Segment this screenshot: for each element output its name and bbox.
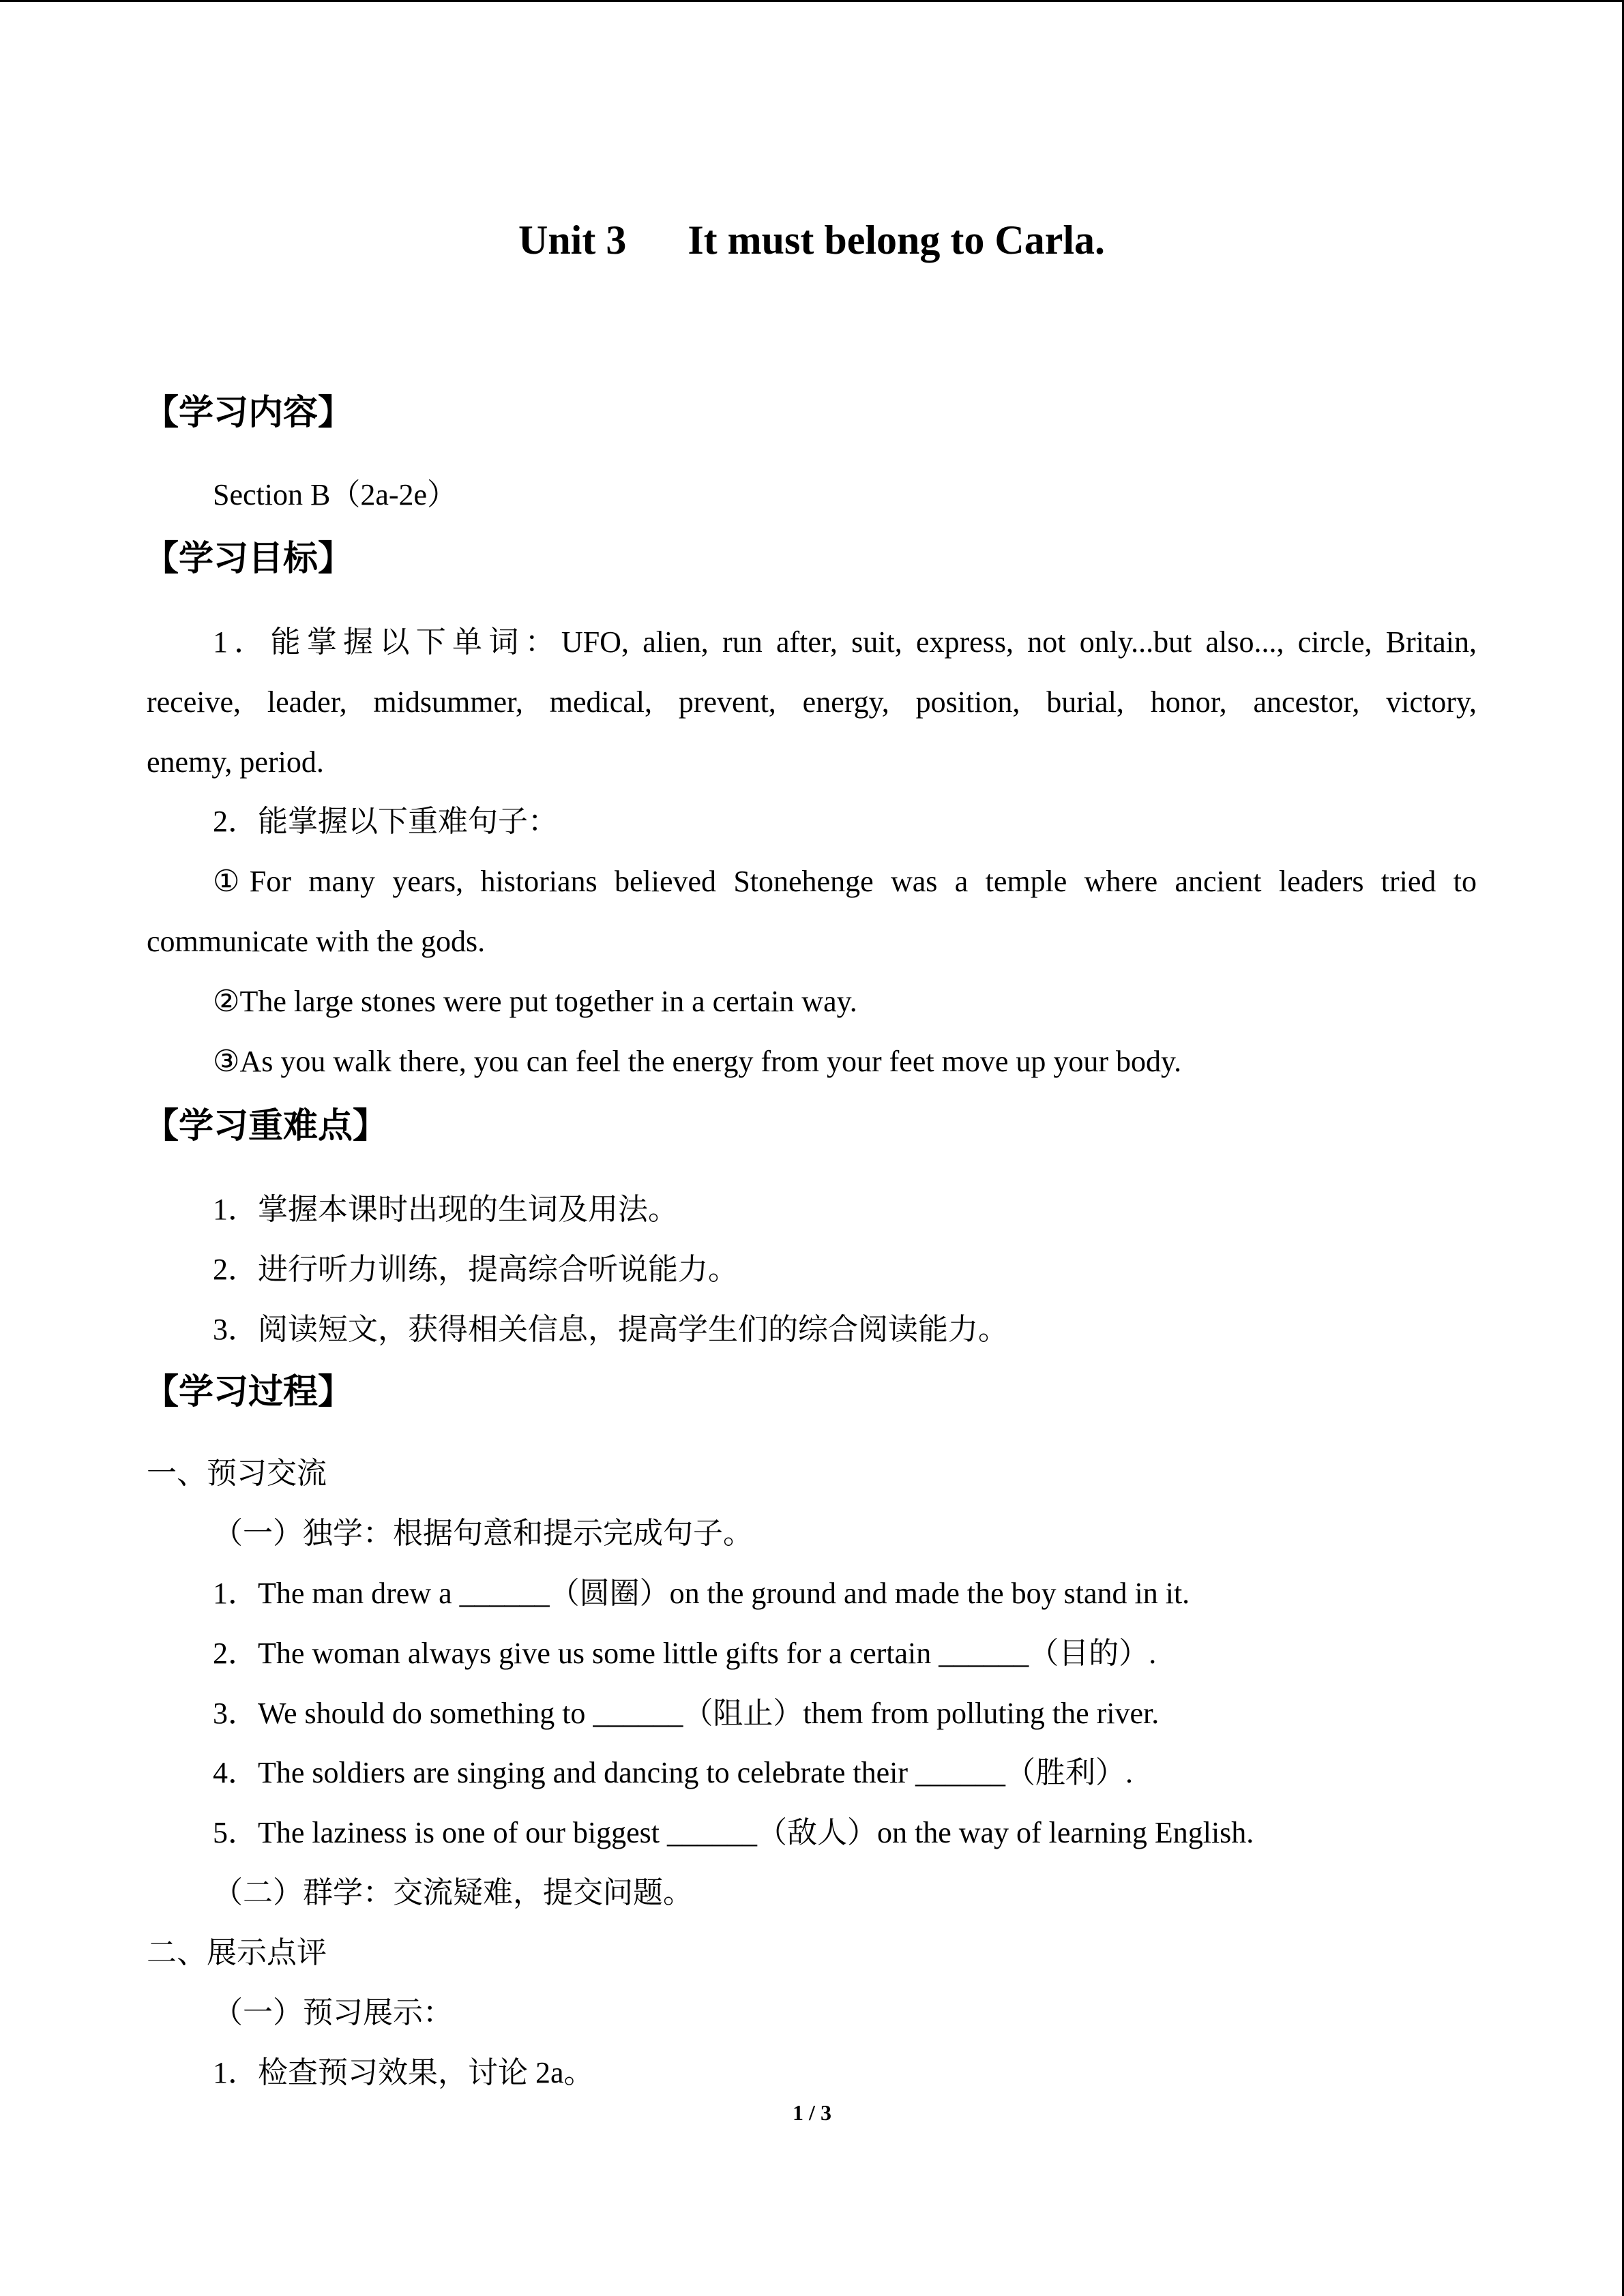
- goal-item-1-line-3: enemy, period.: [147, 745, 324, 779]
- goal-item-1-line-2: receive, leader, midsummer, medical, prevent, energy, position, burial, honor, ancestor, victory,: [147, 685, 1477, 719]
- goal-item-2: 2．能掌握以下重难句子：: [213, 805, 558, 838]
- key-point-item: 3．阅读短文，获得相关信息，提高学生们的综合阅读能力。: [213, 1313, 1008, 1346]
- heading-study-process: 【学习过程】: [144, 1372, 353, 1412]
- key-sentence-3: ③As you walk there, you can feel the energy from your feet move up your body.: [213, 1045, 1182, 1078]
- section-reference: Section B（2a-2e）: [213, 478, 458, 511]
- page-title: Unit 3 It must belong to Carla.: [518, 218, 1105, 263]
- heading-study-content: 【学习内容】: [144, 393, 353, 433]
- part-2-title: 二、展示点评: [147, 1936, 327, 1969]
- goal-item-1-line-1: 1．能掌握以下单词：UFO, alien, run after, suit, express, not only...but also..., circle, Britain,: [213, 625, 1477, 659]
- part-2-item-1: 1．检查预习效果，讨论 2a。: [213, 2056, 594, 2089]
- page-border-top: [0, 0, 1624, 2]
- exercise-item: 4．The soldiers are singing and dancing to celebrate their ______（胜利）.: [213, 1756, 1133, 1789]
- key-point-item: 1．掌握本课时出现的生词及用法。: [213, 1193, 678, 1226]
- heading-study-goals: 【学习目标】: [144, 539, 353, 579]
- key-sentence-1-line-1: ①For many years, historians believed Stonehenge was a temple where ancient leaders tried to: [213, 865, 1477, 898]
- part-1-title: 一、预习交流: [147, 1457, 327, 1490]
- part-1-sub-2: （二）群学：交流疑难，提交问题。: [213, 1876, 693, 1909]
- exercise-item: 1．The man drew a ______（圆圈）on the ground and made the boy stand in it.: [213, 1577, 1190, 1610]
- exercise-item: 5．The laziness is one of our biggest ______（敌人）on the way of learning English.: [213, 1816, 1254, 1849]
- key-sentence-1-line-2: communicate with the gods.: [147, 925, 486, 958]
- key-sentence-2: ②The large stones were put together in a certain way.: [213, 985, 857, 1018]
- exercise-item: 3．We should do something to ______（阻止）them from polluting the river.: [213, 1697, 1160, 1730]
- part-2-sub-1: （一）预习展示：: [213, 1996, 453, 2029]
- part-1-sub-1: （一）独学：根据句意和提示完成句子。: [213, 1517, 753, 1550]
- page-number: 1 / 3: [793, 2100, 831, 2125]
- heading-key-points: 【学习重难点】: [144, 1106, 388, 1146]
- key-point-item: 2．进行听力训练，提高综合听说能力。: [213, 1253, 738, 1286]
- exercise-item: 2．The woman always give us some little gifts for a certain ______（目的）.: [213, 1637, 1157, 1670]
